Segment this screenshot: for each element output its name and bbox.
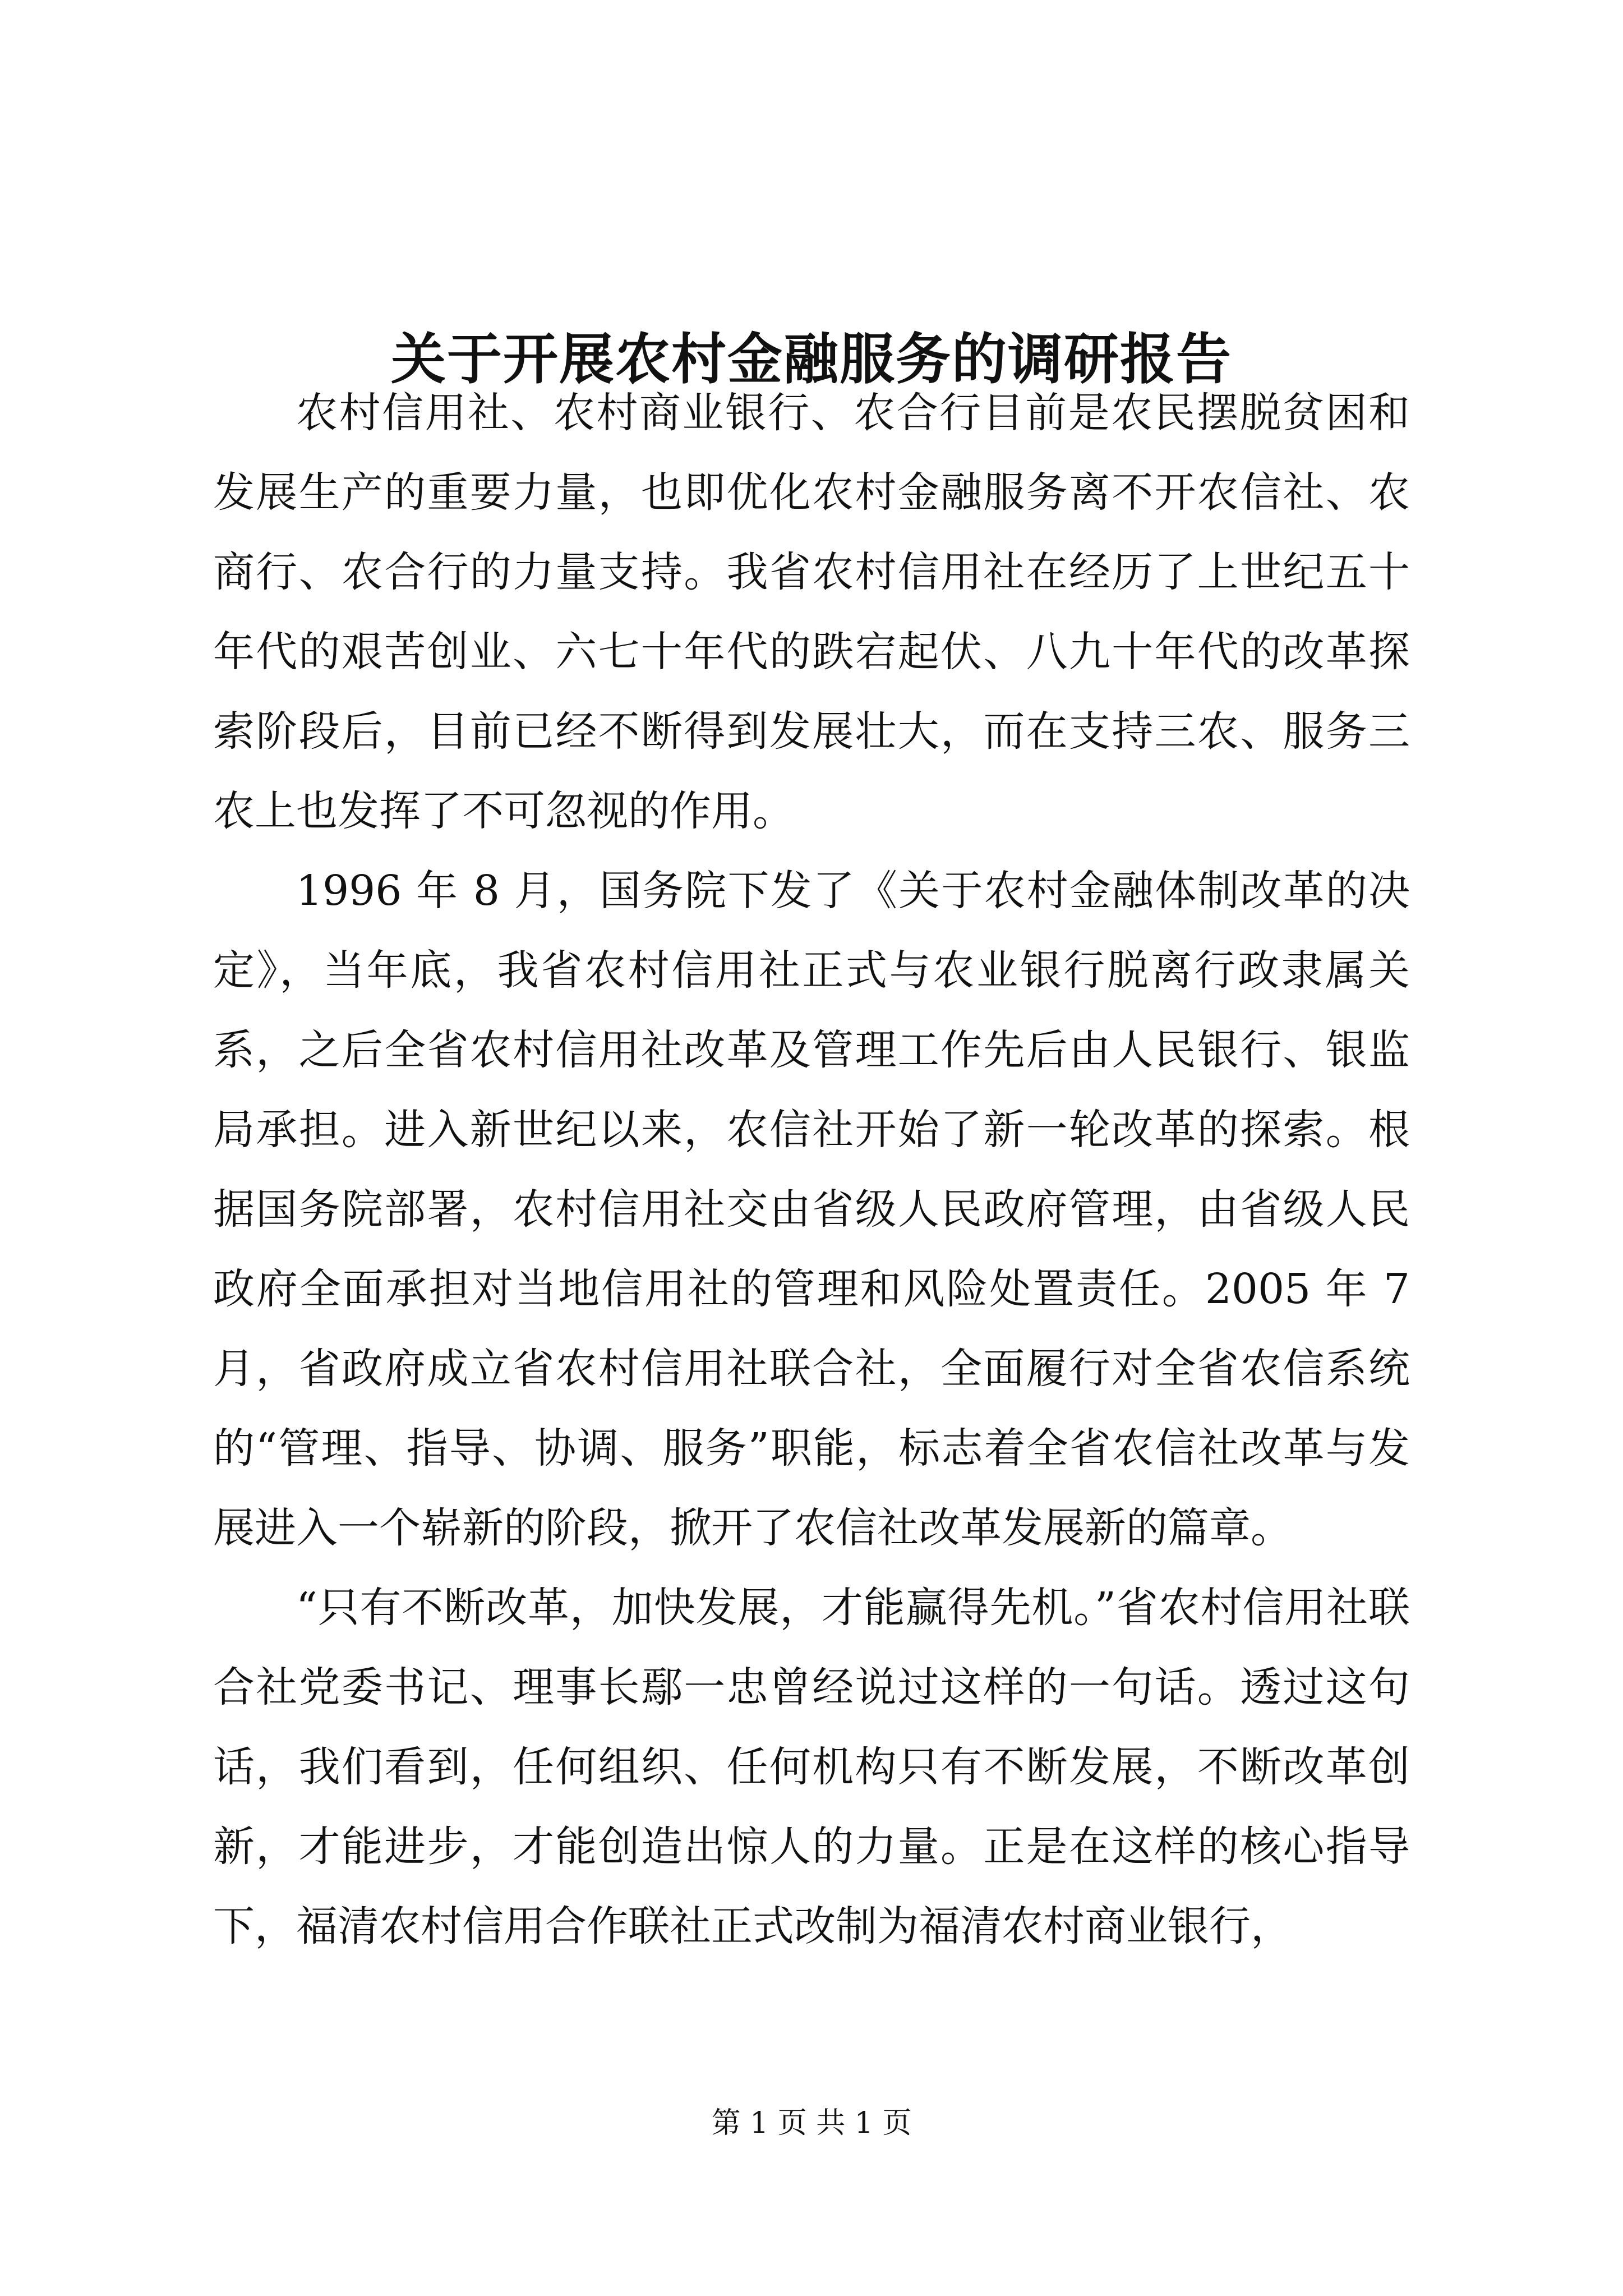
document-title: 关于开展农村金融服务的调研报告 [390,326,1232,392]
page-footer: 第 1 页 共 1 页 [711,2106,912,2140]
paragraph-2: 1996 年 8 月，国务院下发了《关于农村金融体制改革的决定》，当年底，我省农村信用社正式与农业银行脱离行政隶属关系，之后全省农村信用社改革及管理工作先后由人民银行、银监局承担。进入新世纪以来，农信社开始了新一轮改革的探索。根据国务院部署，农村信用社交由省级人民政府管理，由省级人民政府全面承担对当地信用社的管理和风险处置责任。2005 年 7 月，省政府成立省农村信用社联合社，全面履行对全省农信系统的“管理、指导、协调、服务”职能，标志着全省农信社改革与发展进入一个崭新的阶段，掀开了农信社改革发展新的篇章。 [213,867,1410,1552]
paragraph-1: 农村信用社、农村商业银行、农合行目前是农民摆脱贫困和发展生产的重要力量，也即优化农村金融服务离不开农信社、农商行、农合行的力量支持。我省农村信用社在经历了上世纪五十年代的艰苦创业、六七十年代的跌宕起伏、八九十年代的改革探索阶段后，目前已经不断得到发展壮大，而在支持三农、服务三农上也发挥了不可忽视的作用。 [213,389,1410,835]
document-body [213,373,1410,1966]
paragraph-3: “只有不断改革，加快发展，才能赢得先机。”省农村信用社联合社党委书记、理事长鄢一忠曾经说过这样的一句话。透过这句话，我们看到，任何组织、任何机构只有不断发展，不断改革创新，才能进步，才能创造出惊人的力量。正是在这样的核心指导下，福清农村信用合作联社正式改制为福清农村商业银行， [213,1584,1410,1950]
